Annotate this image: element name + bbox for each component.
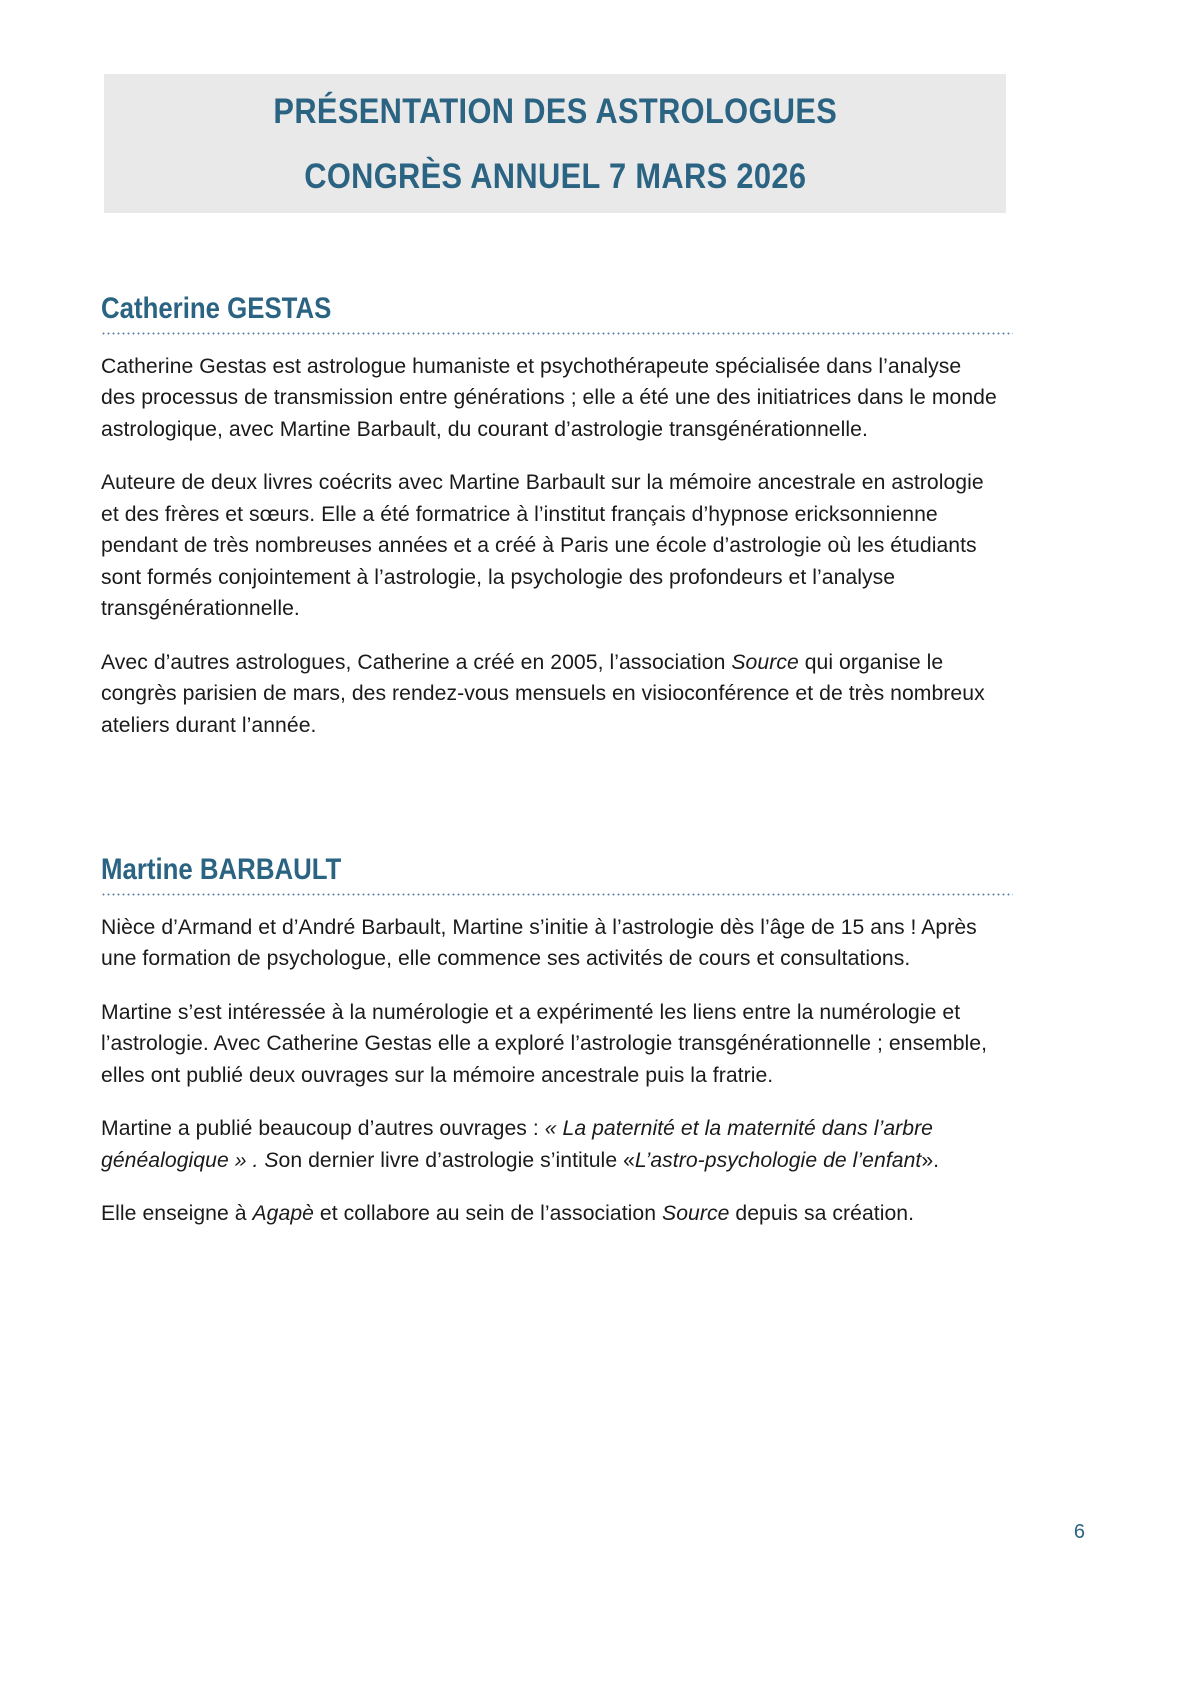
italic-run: Source bbox=[662, 1201, 730, 1226]
text-run: Catherine Gestas est astrologue humaniste et psychothérapeute spécialisée dans l’analyse des processus de transmission entre générations ; elle a été une des initiatrices dans le monde astrologique, avec Martine Barbault, du courant d’astrologie transgénérationnelle. bbox=[101, 353, 997, 441]
section-spacer bbox=[101, 741, 1013, 853]
text-run: depuis sa création. bbox=[729, 1201, 915, 1226]
section-heading: Catherine GESTAS bbox=[101, 292, 332, 325]
text-run: Avec d’autres astrologues, Catherine a créé en 2005, l’association bbox=[101, 649, 732, 674]
body-paragraph bbox=[101, 351, 999, 446]
section-paragraphs bbox=[101, 912, 1013, 1230]
text-run: Martine s’est intéressée à la numérologie et a expérimenté les liens entre la numérologie et l’astrologie. Avec Catherine Gestas elle a exploré l’astrologie transgénérationnelle ; ensemble, elles ont publié deux ouvrages sur la mémoire ancestrale puis la fratrie. bbox=[101, 999, 988, 1087]
document-title-line-2: CONGRÈS ANNUEL 7 MARS 2026 bbox=[303, 156, 807, 196]
text-run: Auteure de deux livres coécrits avec Martine Barbault sur la mémoire ancestrale en astrologie et des frères et sœurs. Elle a été formatrice à l’institut français d’hypnose ericksonnienne pendant de très nombreuses années et a créé à Paris une école d’astrologie où les étudiants sont formés conjointement à l’astrologie, la psychologie des profondeurs et l’analyse transgénérationnelle. bbox=[101, 470, 984, 621]
section-divider bbox=[101, 893, 1013, 896]
body-paragraph bbox=[101, 467, 999, 625]
body-paragraph bbox=[101, 1198, 999, 1230]
italic-run: « La paternité et la maternité dans l’arbre généalogique » . S bbox=[101, 1116, 934, 1172]
italic-run: Source bbox=[731, 649, 799, 674]
header-banner bbox=[104, 74, 1006, 213]
body-paragraph bbox=[101, 647, 999, 742]
section-divider bbox=[101, 332, 1013, 335]
body-paragraph bbox=[101, 912, 999, 975]
text-run: on dernier livre d’astrologie s’intitule « bbox=[278, 1147, 635, 1172]
section-martine-barbault bbox=[101, 853, 1013, 1230]
text-run: Nièce d’Armand et d’André Barbault, Martine s’initie à l’astrologie dès l’âge de 15 ans ! Après une formation de psychologue, elle commence ses activités de cours et consultations. bbox=[101, 914, 977, 971]
italic-run: Agapè bbox=[252, 1201, 314, 1226]
italic-run: L’astro-psychologie de l’enfant bbox=[634, 1147, 922, 1172]
text-run: qui organise le congrès parisien de mars, des rendez-vous mensuels en visioconférence et de très nombreux ateliers durant l’année. bbox=[101, 649, 985, 737]
text-run: Martine a publié beaucoup d’autres ouvrages : bbox=[101, 1116, 545, 1141]
page-number: 6 bbox=[1073, 1521, 1085, 1543]
document-title-line-1: PRÉSENTATION DES ASTROLOGUES bbox=[273, 91, 837, 131]
body-paragraph bbox=[101, 1113, 999, 1176]
section-heading: Martine BARBAULT bbox=[101, 853, 342, 887]
text-run: Elle enseigne à bbox=[101, 1201, 253, 1226]
body-paragraph bbox=[101, 997, 999, 1092]
text-run: et collabore au sein de l’association bbox=[313, 1201, 663, 1226]
text-run: ». bbox=[921, 1147, 940, 1172]
section-paragraphs bbox=[101, 351, 1013, 742]
section-catherine-gestas bbox=[101, 292, 1013, 741]
document-body bbox=[101, 292, 1013, 1230]
